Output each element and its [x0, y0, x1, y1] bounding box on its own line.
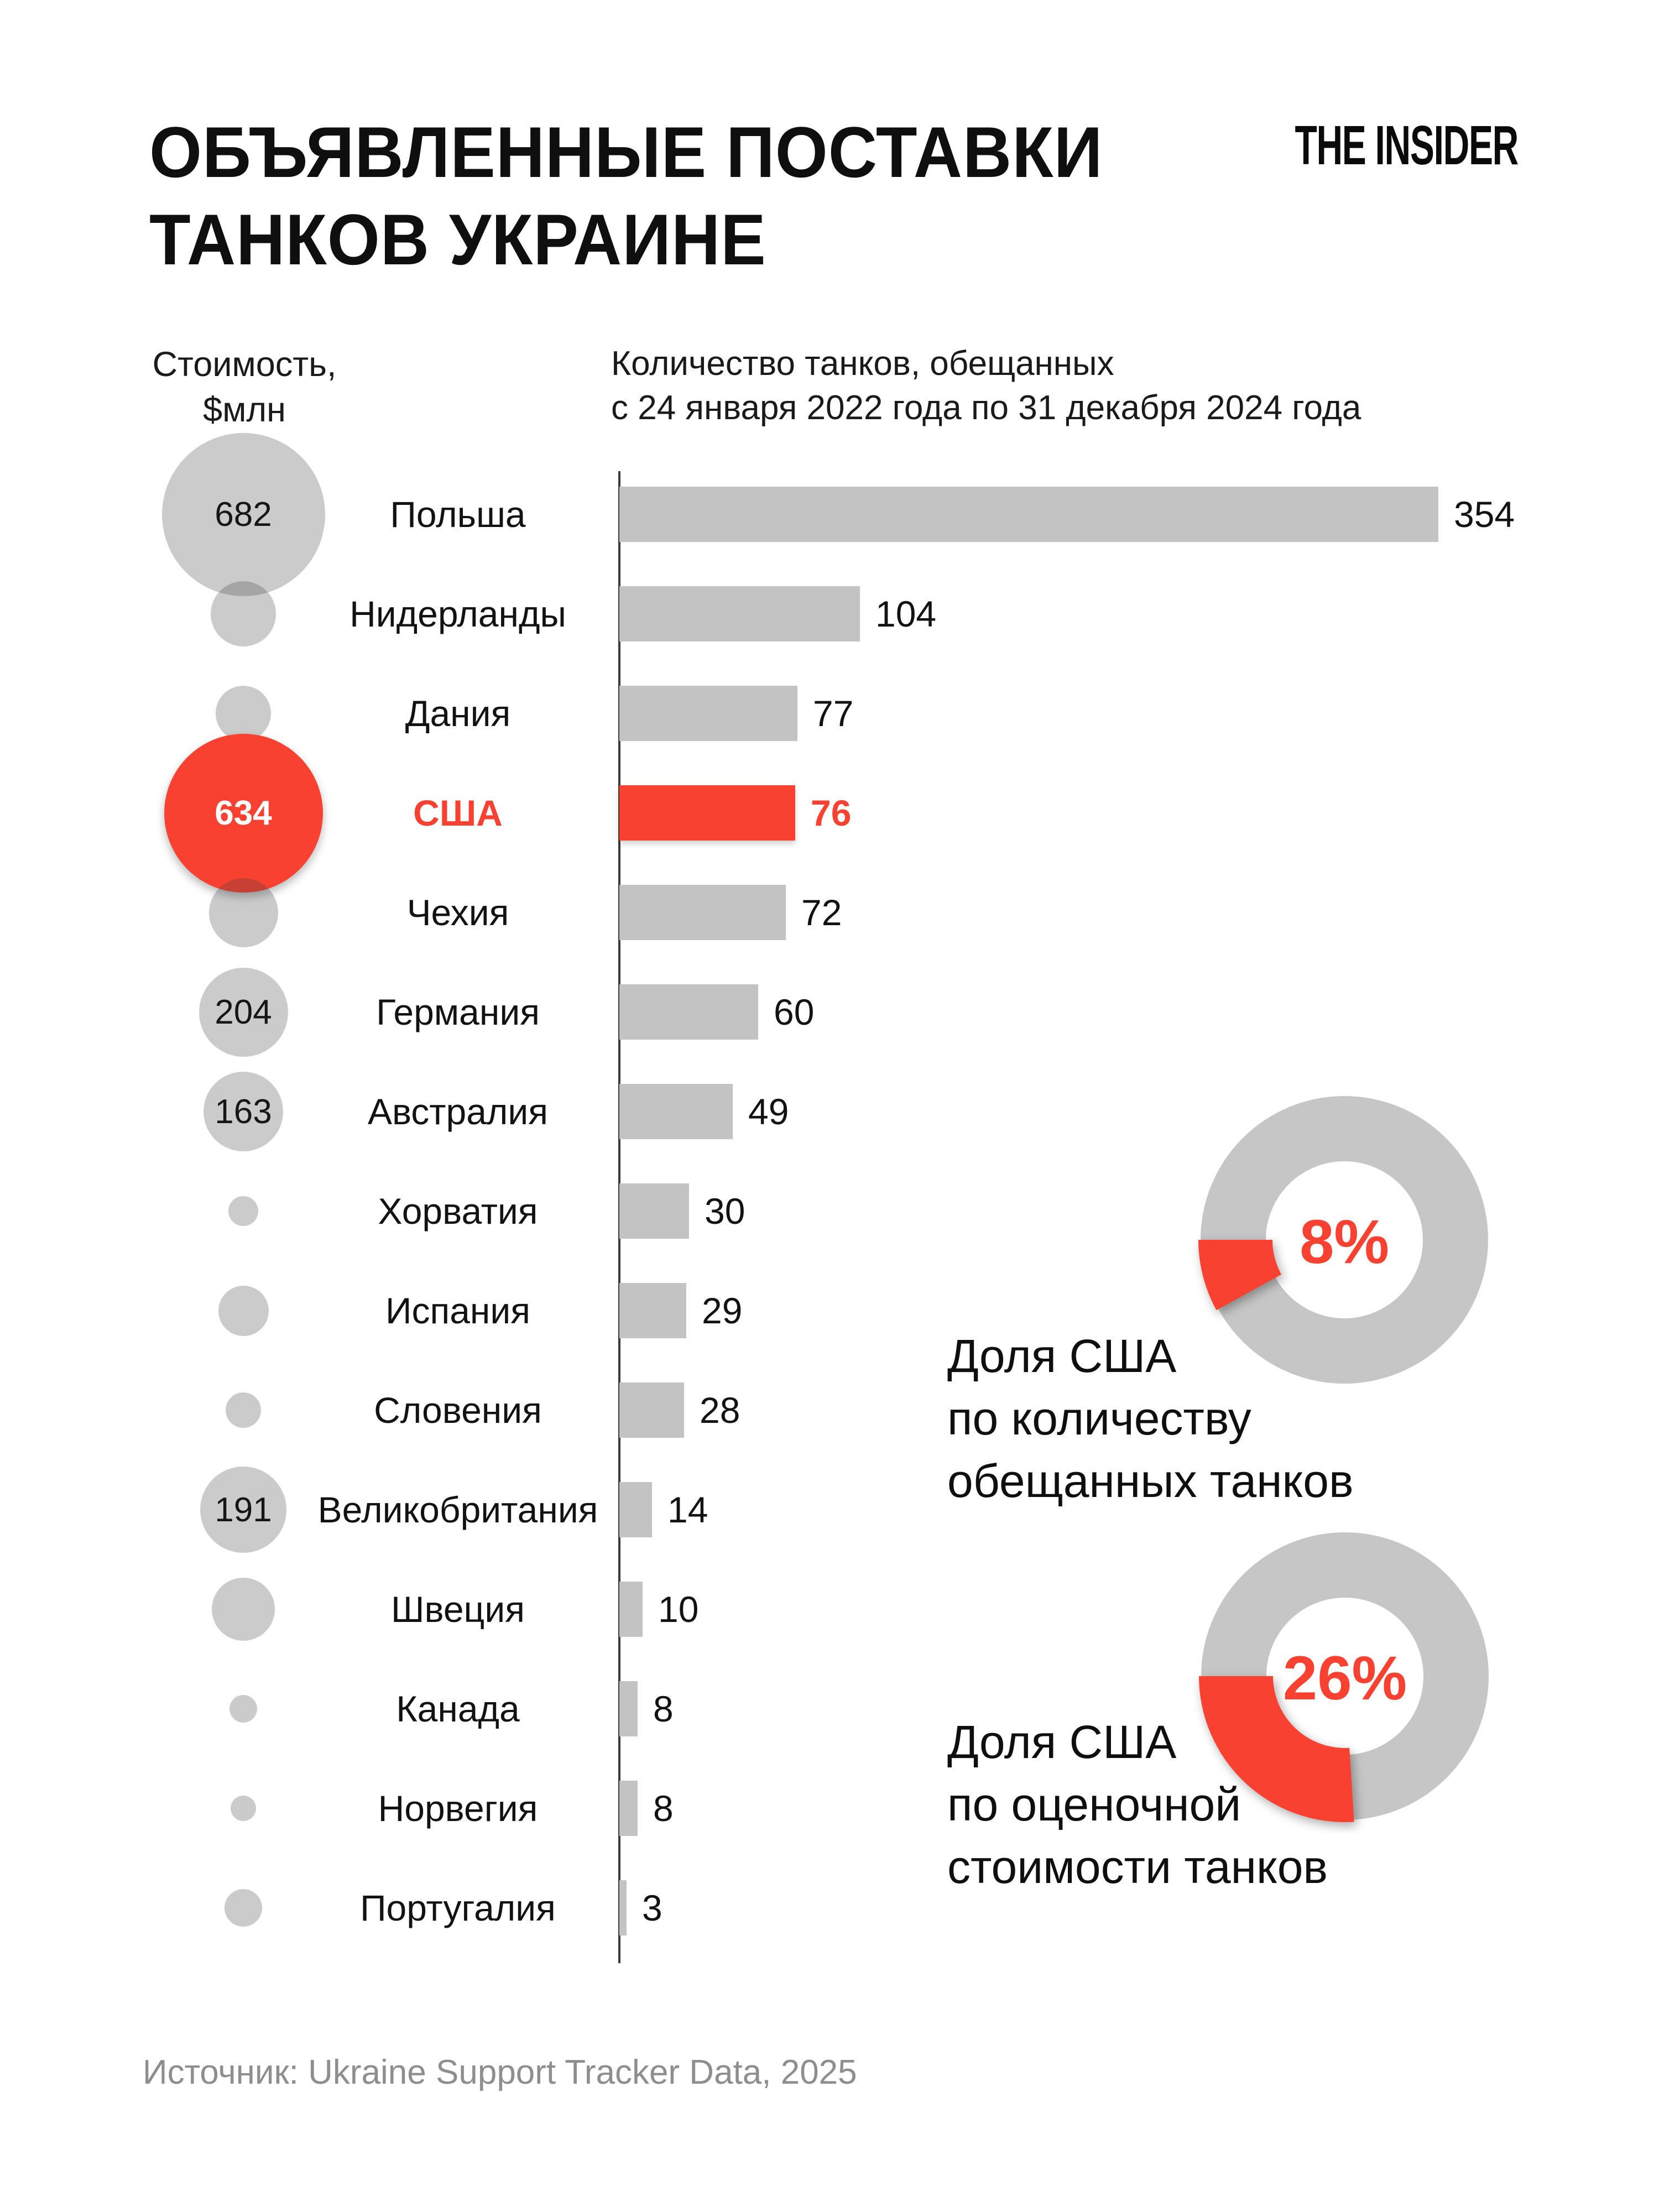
- cost-circle: [228, 1196, 258, 1226]
- count-column-header-line2: с 24 января 2022 года по 31 декабря 2024 года: [611, 389, 1361, 427]
- tank-count-value: 28: [700, 1390, 740, 1431]
- country-label: Испания: [385, 1290, 530, 1331]
- tank-count-value: 49: [748, 1091, 789, 1132]
- country-row: [0, 763, 1659, 863]
- tank-count-bar: [619, 1681, 638, 1736]
- tank-count-value: 10: [658, 1589, 699, 1630]
- count-column-header: [611, 342, 1579, 430]
- donut-us-count-caption-line2: по количеству: [947, 1392, 1251, 1444]
- tank-count-bar: [619, 1582, 643, 1637]
- cost-column-header-line2: $млн: [203, 390, 286, 429]
- country-label: Хорватия: [378, 1191, 538, 1232]
- count-column-header-line1: Количество танков, обещанных: [611, 345, 1114, 383]
- country-label: США: [413, 792, 503, 833]
- cost-circle: [225, 1889, 262, 1927]
- cost-column-header-line1: Стоимость,: [152, 345, 337, 384]
- tank-count-bar: [619, 487, 1438, 542]
- tank-count-bar: [619, 984, 758, 1040]
- cost-circle-value: 204: [215, 993, 272, 1031]
- cost-circle: [204, 1072, 283, 1151]
- donut-us-count-caption-line3: обещанных танков: [947, 1455, 1354, 1507]
- cost-circle-value: 634: [215, 794, 272, 832]
- tank-count-value: 14: [667, 1489, 708, 1530]
- tank-count-bar: [619, 686, 797, 741]
- tank-count-bar: [619, 1880, 627, 1936]
- the-insider-logo: THE INSIDER: [1295, 114, 1518, 176]
- cost-circle: [209, 878, 278, 947]
- tank-count-bar: [619, 885, 786, 940]
- cost-circle: [226, 1392, 261, 1428]
- tank-count-value: 8: [653, 1788, 674, 1829]
- country-label: Германия: [376, 992, 540, 1032]
- country-label: Словения: [374, 1390, 542, 1431]
- cost-circle: [199, 968, 288, 1057]
- country-label: Австралия: [367, 1091, 549, 1132]
- cost-circle-value: 163: [215, 1092, 272, 1131]
- donut-us-cost-percent: 26%: [1282, 1643, 1407, 1713]
- donut-us-cost-caption-line1: Доля США: [947, 1716, 1177, 1768]
- country-row: [0, 1858, 1659, 1958]
- donut-us-cost-caption-line3: стоимости танков: [947, 1841, 1328, 1893]
- cost-circle: [216, 686, 271, 741]
- country-label: Канада: [396, 1688, 520, 1729]
- cost-circle-value: 191: [215, 1490, 272, 1529]
- country-label: Нидерланды: [349, 593, 566, 634]
- donut-us-cost-caption: [947, 1711, 1328, 1898]
- tank-count-value: 104: [875, 593, 937, 634]
- country-label: Великобритания: [317, 1489, 598, 1530]
- tank-count-value: 60: [774, 992, 815, 1032]
- cost-circle-value: 682: [215, 495, 272, 534]
- donut-us-cost-caption-line2: по оценочной: [947, 1778, 1241, 1830]
- source-note: Источник: Ukraine Support Tracker Data, 2025: [143, 2053, 857, 2091]
- country-row: [0, 465, 1659, 564]
- country-row: [0, 863, 1659, 962]
- tank-count-value: 77: [813, 693, 854, 734]
- tank-count-bar: [619, 586, 860, 641]
- page-title-line2: ТАНКОВ УКРАИНЕ: [149, 199, 766, 280]
- page-title: [149, 108, 1103, 283]
- donut-us-count-caption: [947, 1325, 1354, 1512]
- tank-count-bar: [619, 1482, 652, 1537]
- cost-circle: [212, 1578, 275, 1641]
- cost-circle: [211, 581, 276, 646]
- tank-count-value: 3: [642, 1887, 662, 1928]
- tank-count-bar: [619, 1183, 689, 1239]
- cost-circle: [218, 1286, 269, 1336]
- cost-circle: [229, 1695, 257, 1723]
- country-label: Дания: [405, 693, 511, 734]
- country-row: [0, 962, 1659, 1062]
- cost-circle: [231, 1796, 256, 1821]
- tank-count-bar: [619, 785, 795, 841]
- tank-count-value: 76: [811, 792, 852, 833]
- donut-us-count-caption-line1: Доля США: [947, 1330, 1177, 1382]
- tank-count-value: 30: [705, 1191, 745, 1232]
- country-row: [0, 564, 1659, 664]
- donut-us-count-percent: 8%: [1300, 1207, 1389, 1276]
- tank-count-value: 354: [1454, 494, 1515, 535]
- tank-count-value: 29: [702, 1290, 743, 1331]
- country-label: Швеция: [391, 1589, 525, 1630]
- tank-count-value: 8: [653, 1688, 674, 1729]
- tank-count-value: 72: [801, 892, 842, 933]
- cost-circle: [200, 1467, 286, 1553]
- country-label: Чехия: [406, 892, 509, 933]
- tank-count-bar: [619, 1283, 686, 1338]
- tank-count-bar: [619, 1383, 684, 1438]
- cost-column-header: [100, 342, 389, 432]
- country-label: Польша: [390, 494, 526, 535]
- page-title-line1: ОБЪЯВЛЕННЫЕ ПОСТАВКИ: [149, 112, 1103, 192]
- tank-count-bar: [619, 1781, 638, 1836]
- tank-count-bar: [619, 1084, 733, 1139]
- country-label: Норвегия: [378, 1788, 538, 1829]
- country-label: Португалия: [360, 1887, 556, 1928]
